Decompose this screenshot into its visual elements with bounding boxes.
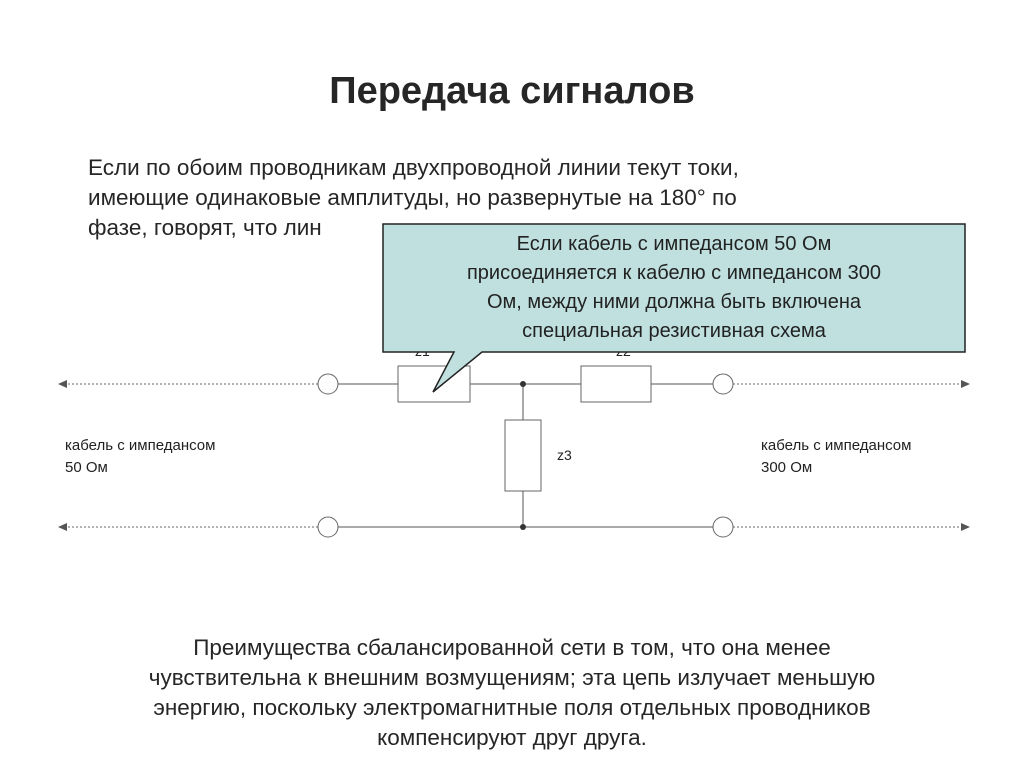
- resistor-z2: [581, 366, 651, 402]
- terminal-bottom-left: [318, 517, 338, 537]
- left-cable-line-1: кабель с импедансом: [65, 437, 216, 454]
- left-cable-label: [65, 435, 215, 479]
- slide-title: Передача сигналов: [329, 70, 695, 112]
- footer-line-3: энергию, поскольку электромагнитные поля отдельных проводников: [153, 695, 871, 720]
- callout-line-3: Ом, между ними должна быть включена: [486, 291, 861, 313]
- terminal-top-left: [318, 374, 338, 394]
- right-cable-label: [761, 435, 911, 479]
- callout-text: [383, 230, 965, 346]
- bottom-right-arrowhead: [961, 523, 970, 531]
- footer-line-1: Преимущества сбалансированной сети в том, что она менее: [193, 635, 831, 660]
- callout-line-4: специальная резистивная схема: [522, 320, 826, 342]
- intro-line-1: Если по обоим проводникам двухпроводной линии текут токи,: [88, 155, 739, 180]
- intro-line-3: фазе, говорят, что лин: [88, 215, 322, 240]
- footer-line-2: чувствительна к внешним возмущениям; эта цепь излучает меньшую: [148, 665, 876, 690]
- footer-paragraph: [30, 633, 994, 753]
- terminal-bottom-right: [713, 517, 733, 537]
- right-cable-line-2: 300 Ом: [761, 459, 813, 476]
- intro-line-2: имеющие одинаковые амплитуды, но развернутые на 180° по: [88, 185, 737, 210]
- callout-line-1: Если кабель с импедансом 50 Ом: [516, 233, 832, 255]
- terminal-top-right: [713, 374, 733, 394]
- junction-top: [520, 381, 526, 387]
- junction-bottom: [520, 524, 526, 530]
- right-cable-line-1: кабель с импедансом: [761, 437, 912, 454]
- bottom-left-arrowhead: [58, 523, 67, 531]
- top-left-arrowhead: [58, 380, 67, 388]
- top-right-arrowhead: [961, 380, 970, 388]
- left-cable-line-2: 50 Ом: [65, 459, 108, 476]
- z3-label: z3: [557, 447, 572, 463]
- resistor-z3: [505, 420, 541, 491]
- callout-line-2: присоединяется к кабелю с импедансом 300: [466, 262, 882, 284]
- footer-line-4: компенсируют друг друга.: [377, 725, 647, 750]
